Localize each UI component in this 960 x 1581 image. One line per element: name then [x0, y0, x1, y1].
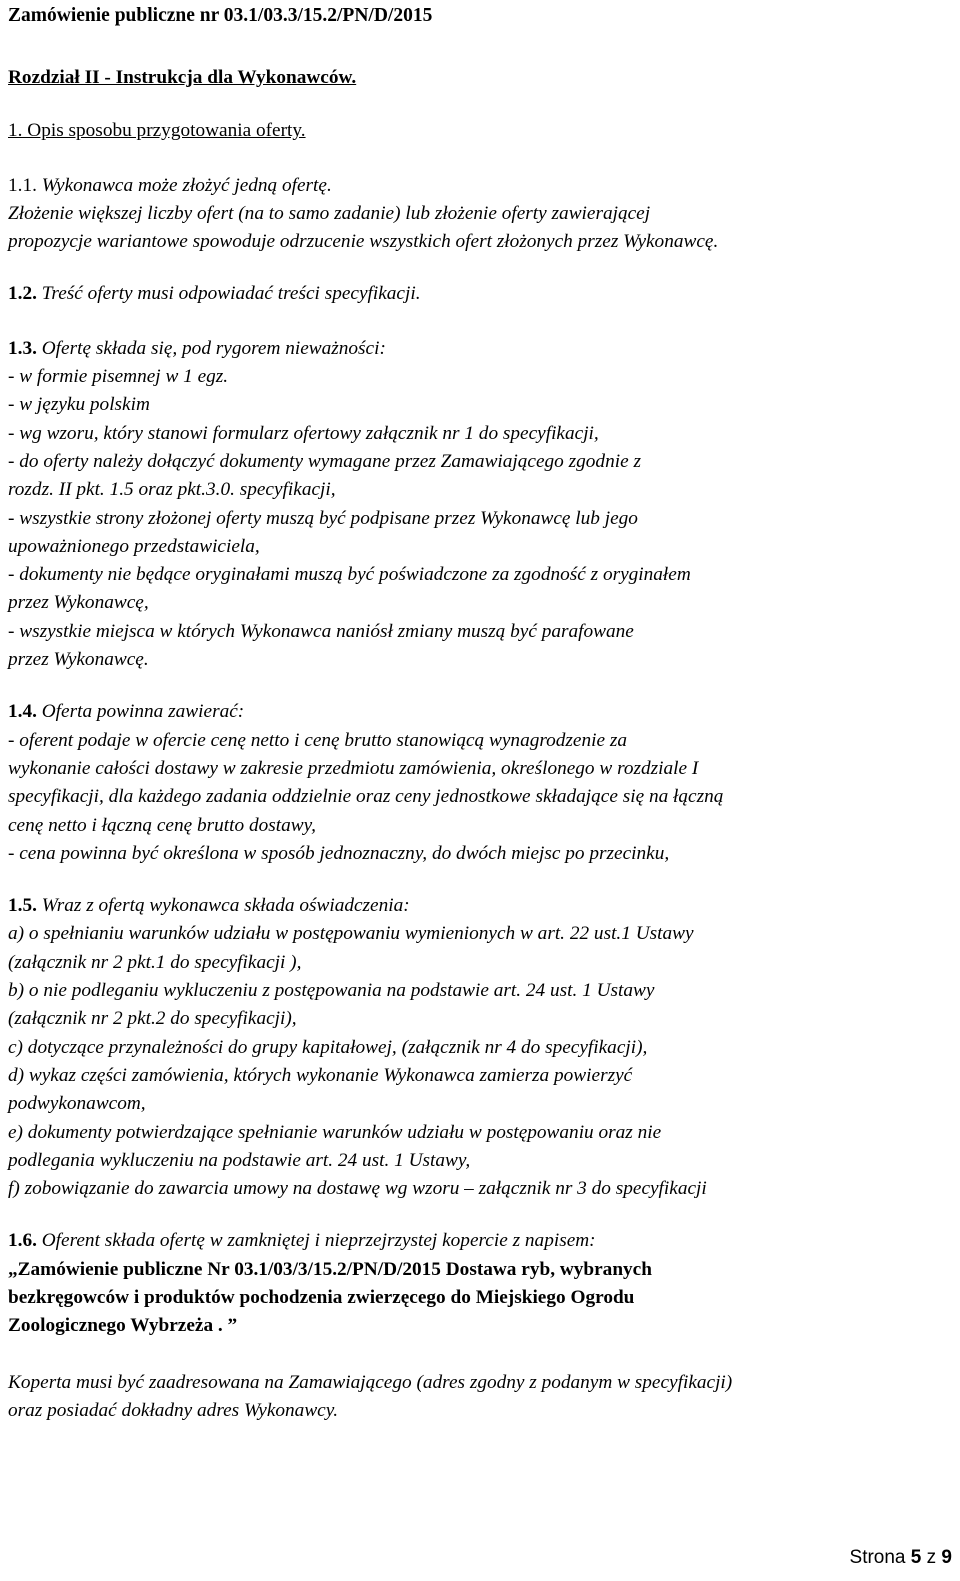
paragraph-1-5 [8, 892, 952, 1203]
chapter-title: Rozdział II - Instrukcja dla Wykonawców. [8, 67, 357, 88]
paragraph-1-6 [8, 1227, 952, 1340]
footer-total-pages: 9 [941, 1547, 952, 1568]
paragraph-text: Oferent składa ofertę w zamkniętej i nieprzejrzystej kopercie z napisem: [36, 1230, 596, 1252]
paragraph-text: Wraz z ofertą wykonawca składa oświadczenia: [36, 895, 410, 917]
list-item: przez Wykonawcę. [8, 649, 149, 671]
footer-page-number: 5 [910, 1547, 922, 1568]
paragraph-1-1 [8, 172, 952, 257]
list-item: - cena powinna być określona w sposób jednoznaczny, do dwóch miejsc po przecinku, [8, 842, 670, 864]
list-item: wykonanie całości dostawy w zakresie przedmiotu zamówienia, określonego w rozdziale I [8, 757, 699, 779]
list-item: - oferent podaje w ofercie cenę netto i cenę brutto stanowiącą wynagrodzenie za [8, 729, 628, 751]
paragraph-number: 1.6. [8, 1230, 37, 1252]
paragraph-number: 1.3. [8, 337, 37, 359]
list-item: - dokumenty nie będące oryginałami muszą być poświadczone za zgodność z oryginałem [8, 564, 691, 586]
paragraph-text: Treść oferty musi odpowiadać treści specyfikacji. [36, 283, 421, 305]
closing-line: Koperta musi być zaadresowana na Zamawiającego (adres zgodny z podanym w specyfikacji) [8, 1371, 733, 1393]
closing-paragraph [8, 1369, 952, 1426]
list-item: - wszystkie miejsca w których Wykonawca naniósł zmiany muszą być parafowane [8, 620, 634, 642]
list-item: d) wykaz części zamówienia, których wykonanie Wykonawca zamierza powierzyć [8, 1064, 633, 1086]
list-item: - w języku polskim [8, 394, 150, 416]
list-item: rozdz. II pkt. 1.5 oraz pkt.3.0. specyfikacji, [8, 479, 336, 501]
list-item: (załącznik nr 2 pkt.2 do specyfikacji), [8, 1008, 297, 1030]
list-item: a) o spełnianiu warunków udziału w postępowaniu wymienionych w art. 22 ust.1 Ustawy [8, 923, 694, 945]
list-item: c) dotyczące przynależności do grupy kapitałowej, (załącznik nr 4 do specyfikacji), [8, 1036, 648, 1058]
paragraph-1-3 [8, 335, 952, 675]
document-header: Zamówienie publiczne nr 03.1/03.3/15.2/PN/D/2015 [8, 5, 433, 26]
section-title: 1. Opis sposobu przygotowania oferty. [8, 120, 306, 142]
paragraph-text: Wykonawca może złożyć jedną ofertę. [36, 174, 332, 196]
list-item: podlegania wykluczeniu na podstawie art. 24 ust. 1 Ustawy, [8, 1149, 471, 1171]
paragraph-text: Złożenie większej liczby ofert (na to samo zadanie) lub złożenie oferty zawierającej [8, 202, 651, 224]
list-item: podwykonawcom, [8, 1093, 146, 1115]
list-item: - wszystkie strony złożonej oferty muszą być podpisane przez Wykonawcę lub jego [8, 507, 638, 529]
paragraph-number: 1.5. [8, 895, 37, 917]
envelope-label-line: „Zamówienie publiczne Nr 03.1/03/3/15.2/PN/D/2015 Dostawa ryb, wybranych [8, 1258, 652, 1280]
paragraph-text: Ofertę składa się, pod rygorem nieważności: [36, 337, 386, 359]
list-item: - do oferty należy dołączyć dokumenty wymagane przez Zamawiającego zgodnie z [8, 450, 641, 472]
footer-label: Strona [849, 1547, 911, 1568]
paragraph-text: propozycje wariantowe spowoduje odrzucenie wszystkich ofert złożonych przez Wykonawcę. [8, 231, 719, 253]
paragraph-number: 1.2. [8, 283, 37, 305]
closing-line: oraz posiadać dokładny adres Wykonawcy. [8, 1399, 339, 1421]
paragraph-text: Oferta powinna zawierać: [36, 701, 245, 723]
list-item: specyfikacji, dla każdego zadania oddzielnie oraz ceny jednostkowe składające się na łączną [8, 786, 724, 808]
list-item: e) dokumenty potwierdzające spełnianie warunków udziału w postępowaniu oraz nie [8, 1121, 662, 1143]
paragraph-1-4 [8, 698, 952, 868]
paragraph-number: 1.4. [8, 701, 37, 723]
list-item: cenę netto i łączną cenę brutto dostawy, [8, 814, 316, 836]
list-item: f) zobowiązanie do zawarcia umowy na dostawę wg wzoru – załącznik nr 3 do specyfikacji [8, 1178, 707, 1200]
paragraph-1-2 [8, 280, 952, 308]
list-item: (załącznik nr 2 pkt.1 do specyfikacji ), [8, 951, 302, 973]
list-item: - wg wzoru, który stanowi formularz ofertowy załącznik nr 1 do specyfikacji, [8, 422, 599, 444]
footer-separator: z [921, 1547, 942, 1568]
page-footer [850, 1547, 952, 1569]
list-item: b) o nie podleganiu wykluczeniu z postępowania na podstawie art. 24 ust. 1 Ustawy [8, 980, 655, 1002]
envelope-label-line: bezkręgowców i produktów pochodzenia zwierzęcego do Miejskiego Ogrodu [8, 1286, 635, 1308]
list-item: upoważnionego przedstawiciela, [8, 535, 260, 557]
envelope-label-line: Zoologicznego Wybrzeża . ” [8, 1315, 238, 1337]
list-item: - w formie pisemnej w 1 egz. [8, 366, 229, 388]
paragraph-number: 1.1. [8, 174, 37, 196]
document-page [8, 0, 952, 1425]
list-item: przez Wykonawcę, [8, 592, 149, 614]
